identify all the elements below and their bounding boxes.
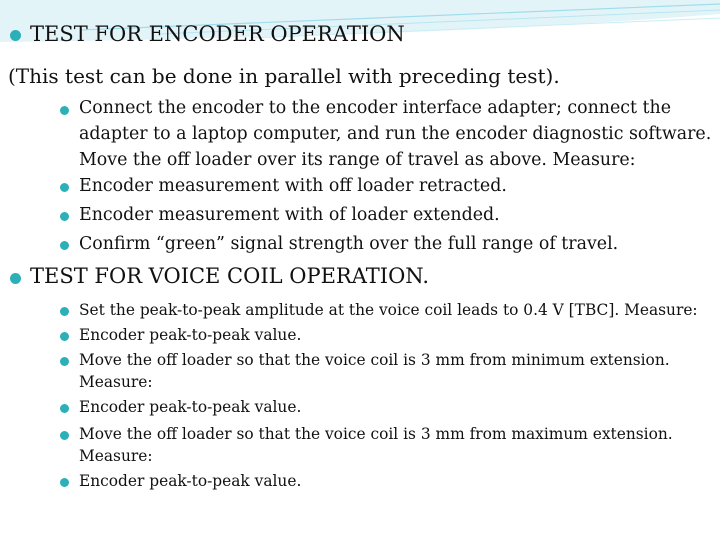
encoder-bullet-1-line-2: adapter to a laptop computer, and run the encoder diagnostic software. [79, 124, 712, 144]
bullet-icon [60, 332, 69, 341]
encoder-test-heading: TEST FOR ENCODER OPERATION [30, 22, 405, 46]
encoder-bullet-4: Confirm “green” signal strength over the full range of travel. [79, 234, 619, 254]
voice-coil-test-heading: TEST FOR VOICE COIL OPERATION. [30, 264, 429, 288]
voice-bullet-5-line-2: Measure: [79, 447, 153, 465]
bullet-icon [60, 183, 69, 192]
voice-bullet-3-line-1: Move the off loader so that the voice coil is 3 mm from minimum extension. [79, 351, 670, 369]
encoder-test-subheading: (This test can be done in parallel with preceding test). [8, 64, 560, 88]
encoder-bullet-1-line-1: Connect the encoder to the encoder interface adapter; connect the [79, 98, 672, 118]
bullet-icon [60, 212, 69, 221]
encoder-bullet-1-line-3: Move the off loader over its range of travel as above. Measure: [79, 150, 636, 170]
encoder-bullet-2: Encoder measurement with off loader retracted. [79, 176, 507, 196]
bullet-icon [60, 404, 69, 413]
encoder-bullet-3: Encoder measurement with of loader extended. [79, 205, 500, 225]
bullet-icon [10, 273, 21, 284]
voice-bullet-5-line-1: Move the off loader so that the voice coil is 3 mm from maximum extension. [79, 425, 673, 443]
voice-bullet-2: Encoder peak-to-peak value. [79, 326, 302, 344]
bullet-icon [60, 478, 69, 487]
bullet-icon [60, 241, 69, 250]
bullet-icon [10, 30, 21, 41]
voice-bullet-3-line-2: Measure: [79, 373, 153, 391]
voice-bullet-6: Encoder peak-to-peak value. [79, 472, 302, 490]
bullet-icon [60, 357, 69, 366]
bullet-icon [60, 307, 69, 316]
voice-bullet-1: Set the peak-to-peak amplitude at the voice coil leads to 0.4 V [TBC]. Measure: [79, 301, 698, 319]
bullet-icon [60, 106, 69, 115]
voice-bullet-4: Encoder peak-to-peak value. [79, 398, 302, 416]
bullet-icon [60, 431, 69, 440]
